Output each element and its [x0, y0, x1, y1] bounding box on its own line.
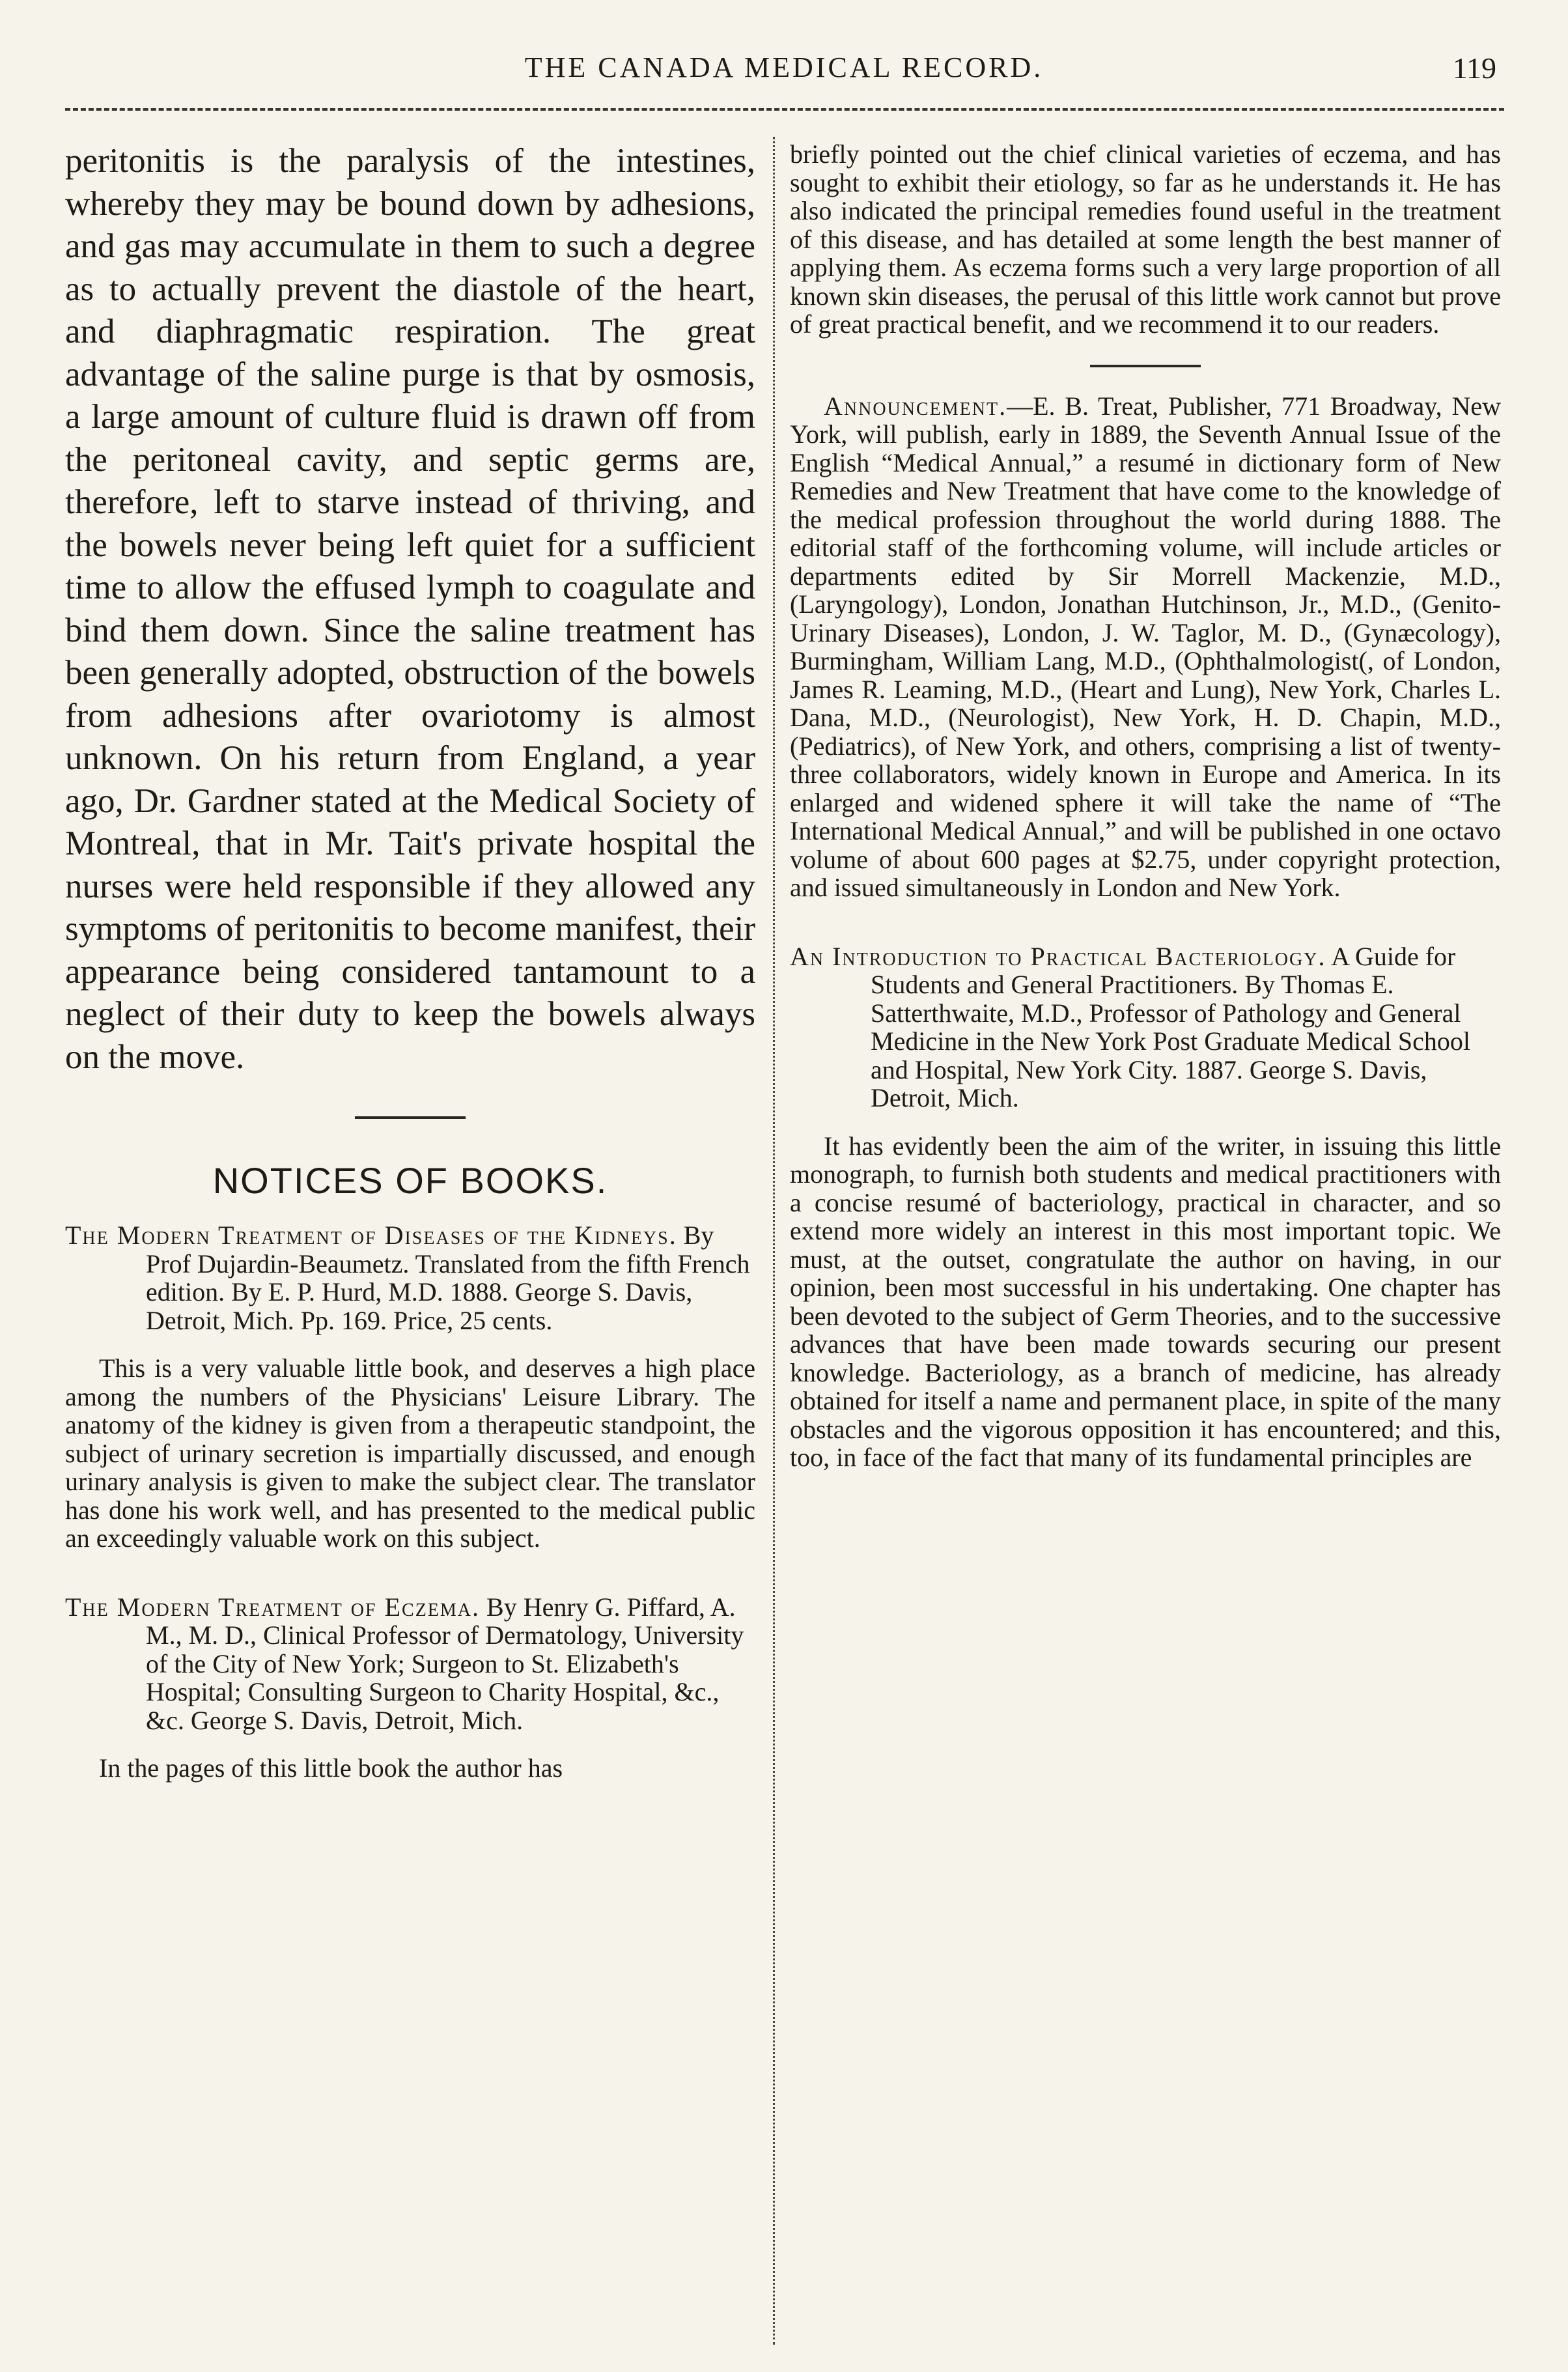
book-entry-eczema [65, 1592, 755, 1735]
announcement-text: —E. B. Treat, Publisher, 771 Broadway, New York, will publish, early in 1889, the Seventh Annual Issue of the English “Medical Annual,” a resumé in dictionary form of New Remedies and New Treatment that have come to the knowledge of the medical profession throughout the world during 1888. The editorial staff of the forthcoming volume, will include articles or departments edited by Sir Morrell Mackenzie, M.D., (Laryngology), London, Jonathan Hutchinson, Jr., M.D., (Genito-Urinary Diseases), London, J. W. Taglor, M. D., (Gynæcology), Burmingham, William Lang, M.D., (Ophthalmologist(, of London, James R. Leaming, M.D., (Heart and Lung), New York, Charles L. Dana, M.D., (Neurologist), New York, H. D. Chapin, M.D., (Pediatrics), of New York, and others, comprising a list of twenty-three collaborators, widely known in Europe and America. In its enlarged and widened sphere it will take the name of “The International Medical Annual,” and will be published in one octavo volume of about 600 pages at $2.75, under copyright protection, and issued simultaneously in London and New York. [790, 391, 1501, 902]
right-column [790, 140, 1501, 1472]
page-number: 119 [1452, 51, 1496, 85]
left-column [65, 140, 755, 1783]
section-heading: NOTICES OF BOOKS. [212, 1160, 608, 1201]
book-title: The Modern Treatment of Eczema. [65, 1592, 481, 1622]
running-head [0, 51, 1568, 96]
header-rule [65, 108, 1504, 111]
announcement-label: Announcement. [824, 391, 1007, 421]
book-title: An Introduction to Practical Bacteriology. [790, 941, 1326, 971]
book-review-bacteriology: It has evidently been the aim of the writer, in issuing this little monograph, to furnish both students and medical practitioners with a concise resumé of bacteriology, practical in character, and so extend more widely an interest in this most important topic. We must, at the outset, congratulate the author on having, in our opinion, been most successful in his undertaking. One chapter has been devoted to the subject of Germ Theories, and to the successive advances that have been made towards securing our present knowledge. Bacteriology, as a branch of medicine, has already obtained for itself a name and permanent place, in spite of the many obstacles and the vigorous opposition it has encountered; and this, too, in face of the fact that many of its fundamental principles are [790, 1131, 1501, 1472]
book-review-eczema-end: briefly pointed out the chief clinical varieties of eczema, and has sought to exhibit their etiology, so far as he understands it. He has also indicated the principal remedies found useful in the treatment of this disease, and has detailed at some length the best manner of applying them. As eczema forms such a very large proportion of all known skin diseases, the perusal of this little work cannot but prove of great practical benefit, and we recommend it to our readers. [790, 139, 1501, 339]
journal-title: THE CANADA MEDICAL RECORD. [524, 51, 1044, 83]
book-entry-kidneys [65, 1221, 755, 1335]
column-divider [773, 137, 775, 2345]
book-citation: By Henry G. Piffard, A. M., M. D., Clinical Professor of Dermatology, University of the City of New York; Surgeon to St. Elizabeth's Hospital; Consulting Surgeon to Charity Hospital, &c., &c. George S. Davis, Detroit, Mich. [146, 1592, 744, 1735]
announcement [790, 392, 1501, 902]
section-rule [1090, 365, 1201, 367]
book-review-kidneys: This is a very valuable little book, and deserves a high place among the numbers of the Physicians' Leisure Library. The anatomy of the kidney is given from a therapeutic standpoint, the subject of urinary secretion is impartially discussed, and enough urinary analysis is given to make the subject clear. The translator has done his work well, and has presented to the medical public an exceedingly valuable work on this subject. [65, 1353, 755, 1553]
book-entry-bacteriology [790, 941, 1501, 1112]
article-continuation: peritonitis is the paralysis of the intestines, whereby they may be bound down by adhesions, and gas may accumulate in them to such a degree as to actually prevent the diastole of the heart, and diaphragmatic respiration. The great advantage of the saline purge is that by osmosis, a large amount of culture fluid is drawn off from the peritoneal cavity, and septic germs are, therefore, left to starve instead of thriving, and the bowels never being left quiet for a sufficient time to allow the effused lymph to coagulate and bind them down. Since the saline treatment has been generally adopted, obstruction of the bowels from adhesions after ovariotomy is almost unknown. On his return from England, a year ago, Dr. Gardner stated at the Medical Society of Montreal, that in Mr. Tait's private hospital the nurses were held responsible if they allowed any symptoms of peritonitis to become manifest, their appearance being considered tantamount to a neglect of their duty to keep the bowels always on the move. [65, 142, 755, 1076]
section-rule [355, 1116, 466, 1119]
book-title: The Modern Treatment of Diseases of the Kidneys. [65, 1221, 677, 1250]
book-review-eczema-start: In the pages of this little book the author has [99, 1753, 563, 1783]
book-citation: By Prof Dujardin-Beaumetz. Translated from the fifth French edition. By E. P. Hurd, M.D. 1888. George S. Davis, Detroit, Mich. Pp. 169. Price, 25 cents. [146, 1221, 750, 1335]
book-citation: A Guide for Students and General Practitioners. By Thomas E. Satterthwaite, M.D., Professor of Pathology and General Medicine in the New York Post Graduate Medical School and Hospital, New York City. 1887. George S. Davis, Detroit, Mich. [871, 941, 1470, 1112]
